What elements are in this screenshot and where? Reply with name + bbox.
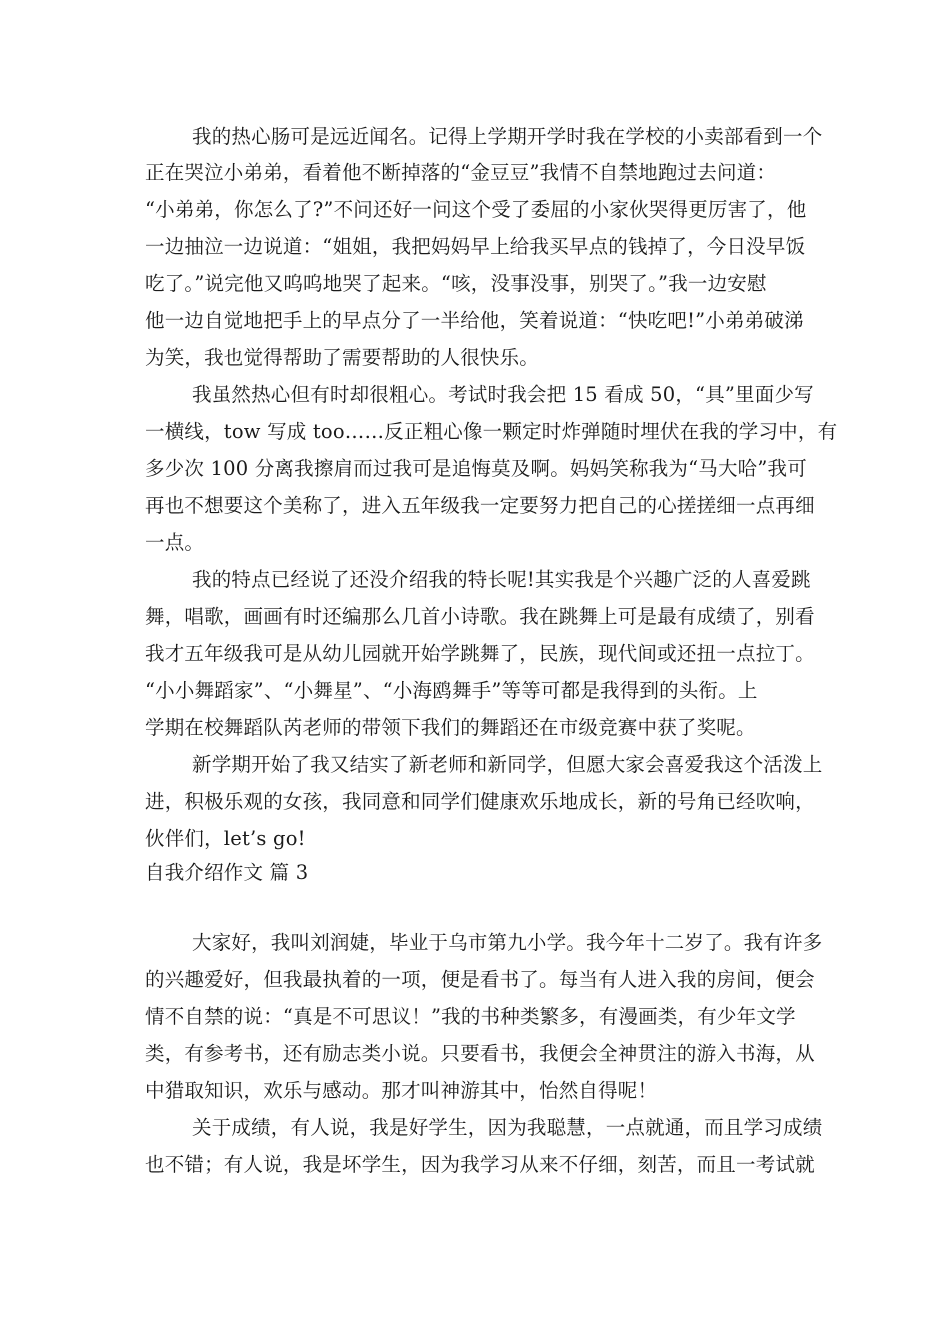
paragraph-5-line-3: 情不自禁的说：“真是不可思议！”我的书种类繁多，有漫画类，有少年文学	[145, 1005, 796, 1028]
paragraph-5-line-1: 大家好，我叫刘润婕，毕业于乌市第九小学。我今年十二岁了。我有许多	[192, 931, 823, 954]
paragraph-4-line-1: 新学期开始了我又结实了新老师和新同学，但愿大家会喜爱我这个活泼上	[192, 753, 823, 776]
paragraph-4-line-3: 伙伴们，let’s go!	[145, 827, 306, 850]
paragraph-6-line-2: 也不错；有人说，我是坏学生，因为我学习从来不仔细，刻苦，而且一考试就	[145, 1153, 815, 1176]
paragraph-3-line-1: 我的特点已经说了还没介绍我的特长呢!其实我是个兴趣广泛的人喜爱跳	[192, 568, 811, 591]
paragraph-6-line-1: 关于成绩，有人说，我是好学生，因为我聪慧，一点就通，而且学习成绩	[192, 1116, 823, 1139]
paragraph-2-line-4: 再也不想要这个美称了，进入五年级我一定要努力把自己的心搓搓细一点再细	[145, 494, 815, 517]
paragraph-5-line-4: 类，有参考书，还有励志类小说。只要看书，我便会全神贯注的游入书海，从	[145, 1042, 815, 1065]
paragraph-3-line-5: 学期在校舞蹈队芮老师的带领下我们的舞蹈还在市级竞赛中获了奖呢。	[145, 716, 756, 739]
paragraph-5-line-2: 的兴趣爱好，但我最执着的一项，便是看书了。每当有人进入我的房间，便会	[145, 968, 815, 991]
paragraph-1-line-7: 为笑，我也觉得帮助了需要帮助的人很快乐。	[145, 346, 540, 369]
paragraph-2-line-5: 一点。	[145, 531, 205, 554]
paragraph-3-line-2: 舞，唱歌，画画有时还编那么几首小诗歌。我在跳舞上可是最有成绩了，别看	[145, 605, 815, 628]
paragraph-1-line-3: “小弟弟，你怎么了?”不问还好一问这个受了委屈的小家伙哭得更厉害了，他	[145, 198, 807, 221]
paragraph-1-line-2: 正在哭泣小弟弟，看着他不断掉落的“金豆豆”我情不自禁地跑过去问道：	[145, 161, 777, 184]
paragraph-1-line-6: 他一边自觉地把手上的早点分了一半给他，笑着说道：“快吃吧!”小弟弟破涕	[145, 309, 804, 332]
paragraph-3-line-4: “小小舞蹈家”、“小舞星”、“小海鸥舞手”等等可都是我得到的头衔。上	[145, 679, 758, 702]
paragraph-2-line-3: 多少次 100 分离我擦肩而过我可是追悔莫及啊。妈妈笑称我为“马大哈”我可	[145, 457, 807, 480]
paragraph-5-line-5: 中猎取知识，欢乐与感动。那才叫神游其中，怡然自得呢！	[145, 1079, 658, 1102]
paragraph-1-line-1: 我的热心肠可是远近闻名。记得上学期开学时我在学校的小卖部看到一个	[192, 125, 823, 148]
paragraph-1-line-5: 吃了。”说完他又呜呜地哭了起来。“咳，没事没事，别哭了。”我一边安慰	[145, 272, 767, 295]
paragraph-2-line-2: 一横线，tow 写成 too……反正粗心像一颗定时炸弹随时埋伏在我的学习中，有	[145, 420, 838, 443]
paragraph-1-line-4: 一边抽泣一边说道：“姐姐，我把妈妈早上给我买早点的钱掉了，今日没早饭	[145, 235, 806, 258]
section-heading: 自我介绍作文 篇 3	[145, 861, 309, 884]
paragraph-2-line-1: 我虽然热心但有时却很粗心。考试时我会把 15 看成 50，“具”里面少写	[192, 383, 814, 406]
paragraph-3-line-3: 我才五年级我可是从幼儿园就开始学跳舞了，民族，现代间或还扭一点拉丁。	[145, 642, 815, 665]
paragraph-4-line-2: 进，积极乐观的女孩，我同意和同学们健康欢乐地成长，新的号角已经吹响，	[145, 790, 815, 813]
